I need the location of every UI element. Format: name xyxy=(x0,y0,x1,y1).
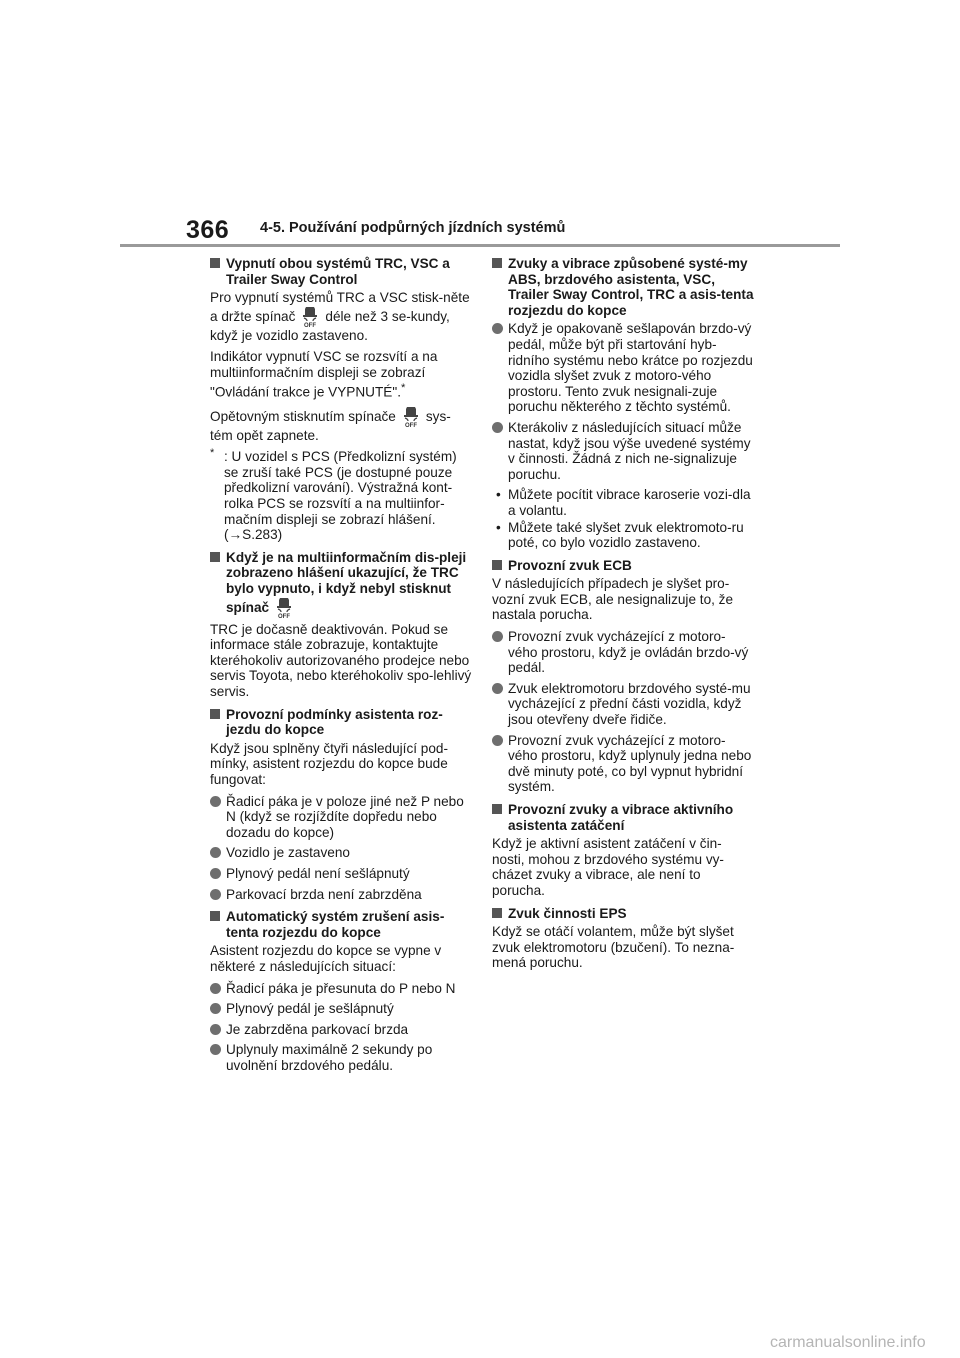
round-bullet-icon xyxy=(210,1003,221,1014)
chapter-title: 4-5. Používání podpůrných jízdních systémů xyxy=(260,220,566,236)
list-item: Řadicí páka je přesunuta do P nebo N xyxy=(210,981,472,997)
round-bullet-icon xyxy=(210,868,221,879)
section-heading: Provozní zvuky a vibrace aktivního asistenta zatáčení xyxy=(492,802,754,833)
vsc-off-switch-icon xyxy=(402,406,420,428)
left-column xyxy=(210,256,472,1078)
square-bullet-icon xyxy=(492,560,502,570)
paragraph: Pro vypnutí systémů TRC a VSC stisk-něte a držte spínač OFF déle než 3 se-kundy, když je vozidlo zastaveno. xyxy=(210,290,470,343)
sub-list-item: • Můžete pocítit vibrace karoserie vozi-dla a volantu. xyxy=(496,487,751,518)
square-bullet-icon xyxy=(210,709,220,719)
list-item: Provozní zvuk vycházející z motoro-vého prostoru, když uplynuly jedna nebo dvě minuty poté, co byl vypnut hybridní systém. xyxy=(492,733,754,795)
right-column xyxy=(492,256,754,977)
section-heading: Zvuky a vibrace způsobené systé-my ABS, brzdového asistenta, VSC, Trailer Sway Control, TRC a asis-tenta rozjezdu do kopce xyxy=(492,256,754,318)
round-bullet-icon xyxy=(492,323,503,334)
round-bullet-icon xyxy=(210,889,221,900)
round-bullet-icon xyxy=(210,983,221,994)
svg-text:OFF: OFF xyxy=(278,613,291,619)
sub-list-item: • Můžete také slyšet zvuk elektromoto-ru poté, co bylo vozidlo zastaveno. xyxy=(496,519,744,551)
square-bullet-icon xyxy=(210,911,220,921)
list-item: Je zabrzděna parkovací brzda xyxy=(210,1022,472,1038)
header-rule xyxy=(120,244,840,247)
square-bullet-icon xyxy=(492,804,502,814)
list-item: Když je opakovaně sešlapován brzdo-vý pedál, může být při startování hyb-ridního systému nebo krátce po rozjezdu vozidla slyšet zvuk z motoro-vého prostoru. Tento zvuk nesignali-zuje poruchu některého z těchto systémů. xyxy=(492,321,754,415)
vsc-off-switch-icon xyxy=(275,597,293,619)
list-item: Uplynuly maximálně 2 sekundy po uvolnění brzdového pedálu. xyxy=(210,1042,472,1073)
section-heading: Když je na multiinformačním dis-pleji zobrazeno hlášení ukazující, že TRC bylo vypnuto, i když nebyl stisknut spínač OFF xyxy=(210,550,472,619)
list-item: Řadicí páka je v poloze jiné než P nebo N (když se rozjíždíte dopředu nebo dozadu do kopce) xyxy=(210,794,472,841)
paragraph: Opětovným stisknutím spínače OFF sys-tém opět zapnete. xyxy=(210,406,472,444)
paragraph: Když jsou splněny čtyři následující pod-mínky, asistent rozjezdu do kopce bude fungovat: xyxy=(210,740,449,787)
round-bullet-icon xyxy=(492,735,503,746)
round-bullet-icon xyxy=(492,683,503,694)
round-bullet-icon xyxy=(210,847,221,858)
list-item: Kterákoliv z následujících situací může nastat, když jsou výše uvedené systémy v činnosti. Žádná z nich ne-signalizuje poruchu. xyxy=(492,420,754,482)
paragraph: TRC je dočasně deaktivován. Pokud se informace stále zobrazuje, kontaktujte kteréhokoliv autorizovaného prodejce nebo servis Toyota, nebo kteréhokoliv spo-lehlivý servis. xyxy=(210,621,472,699)
square-bullet-icon xyxy=(492,908,502,918)
page-header xyxy=(186,214,840,250)
section-heading: Vypnutí obou systémů TRC, VSC a Trailer Sway Control xyxy=(210,256,472,287)
vsc-off-switch-icon xyxy=(301,306,319,328)
section-heading: Provozní podmínky asistenta roz-jezdu do kopce xyxy=(210,707,472,738)
round-bullet-icon xyxy=(210,1024,221,1035)
list-item: Plynový pedál není sešlápnutý xyxy=(210,866,472,882)
square-bullet-icon xyxy=(492,258,502,268)
round-bullet-icon xyxy=(210,796,221,807)
list-item: Vozidlo je zastaveno xyxy=(210,845,472,861)
footnote: * : U vozidel s PCS (Předkolizní systém) se zruší také PCS (je dostupné pouze předkolizní varování). Výstražná kont-rolka PCS se rozsvítí a na multiinfor-mačním displeji se zobrazí hlášení. (→S.283) xyxy=(210,447,457,543)
paragraph: Když se otáčí volantem, může být slyšet zvuk elektromotoru (bzučení). To nezna-mená poruchu. xyxy=(492,924,735,971)
round-bullet-icon xyxy=(492,422,503,433)
paragraph: Asistent rozjezdu do kopce se vypne v některé z následujících situací: xyxy=(210,943,442,974)
section-heading: Zvuk činnosti EPS xyxy=(492,906,754,922)
svg-text:OFF: OFF xyxy=(304,322,317,328)
section-heading: Automatický systém zrušení asis-tenta rozjezdu do kopce xyxy=(210,909,472,940)
page-number: 366 xyxy=(186,216,230,244)
list-item: Parkovací brzda není zabrzděna xyxy=(210,887,472,903)
svg-text:OFF: OFF xyxy=(404,422,417,428)
square-bullet-icon xyxy=(210,258,220,268)
list-item: Provozní zvuk vycházející z motoro-vého prostoru, když je ovládán brzdo-vý pedál. xyxy=(492,629,754,676)
square-bullet-icon xyxy=(210,552,220,562)
paragraph: V následujících případech je slyšet pro-vozní zvuk ECB, ale nesignalizuje to, že nastala porucha. xyxy=(492,576,734,623)
list-item: Plynový pedál je sešlápnutý xyxy=(210,1001,472,1017)
round-bullet-icon xyxy=(492,631,503,642)
section-heading: Provozní zvuk ECB xyxy=(492,558,754,574)
watermark: carmanualsonline.info xyxy=(770,1334,926,1351)
paragraph: Indikátor vypnutí VSC se rozsvítí a na multiinformačním displeji se zobrazí "Ovládání trakce je VYPNUTÉ".* xyxy=(210,349,438,400)
round-bullet-icon xyxy=(210,1044,221,1055)
paragraph: Když je aktivní asistent zatáčení v čin-nosti, mohou z brzdového systému vy-cházet zvuky a vibrace, ale není to porucha. xyxy=(492,836,724,898)
list-item: Zvuk elektromotoru brzdového systé-mu vycházející z přední části vozidla, když jsou otevřeny dveře řidiče. xyxy=(492,681,754,728)
